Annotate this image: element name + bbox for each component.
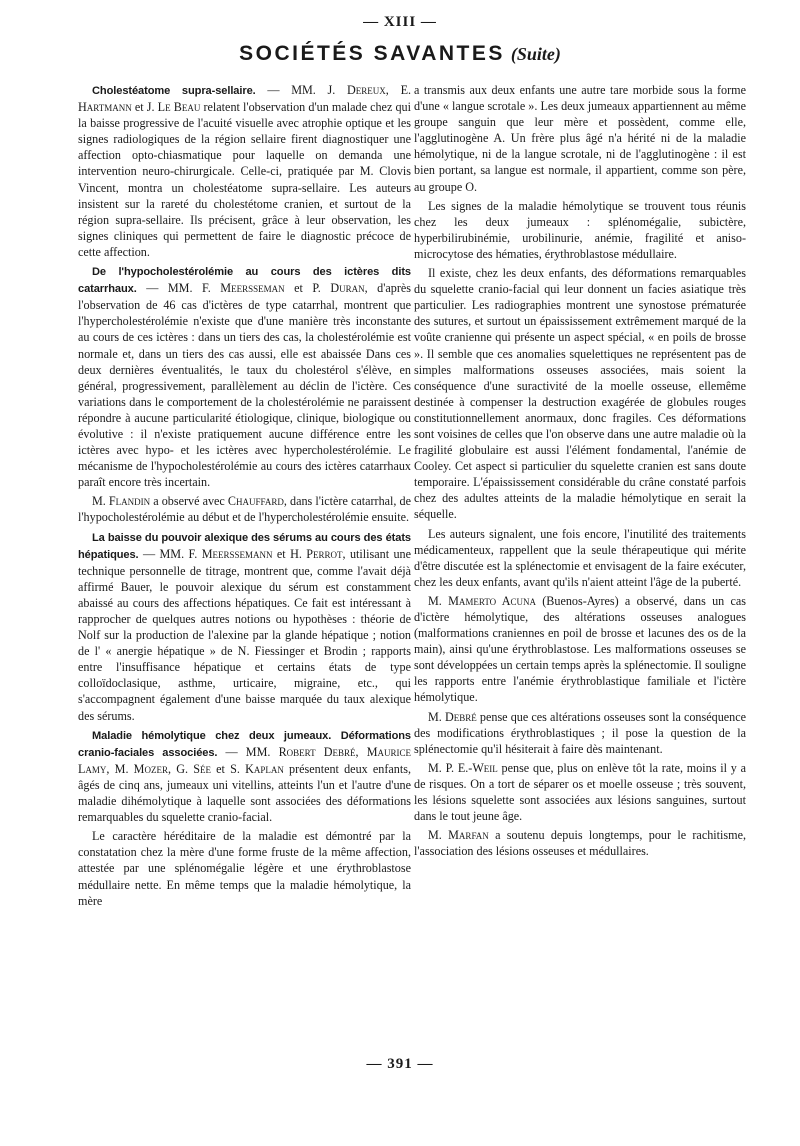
author-name: F. Meerssemann: [188, 546, 273, 561]
body-text: — MM.: [136, 281, 202, 296]
body-text: et: [284, 281, 313, 296]
body-text: M.: [428, 828, 449, 843]
body-text: a observé avec: [150, 494, 228, 509]
author-name: P. E.-Weil: [445, 760, 498, 775]
body-text: ,: [167, 761, 177, 776]
body-text: Le caractère héréditaire de la maladie est démontré par la constatation chez la mère d'une forme fruste de la même affection, attestée par une splénomégalie légère et une érythroblastose médullaire nette. En même temps que la maladie hémolytique, la mère: [78, 829, 411, 908]
body-text: Les signes de la maladie hémolytique se trouvent tous réunis chez les deux jumeaux : splénomégalie, subictère, hyperbilirubinémie, urobilinurie, anémie, fragilité et aniso-microcytose des hématies, érythroblastose médullaire.: [414, 198, 746, 261]
author-name: H. Perrot: [290, 546, 343, 561]
roman-folio: — XIII —: [363, 14, 437, 30]
section-title-main: SOCIÉTÉS SAVANTES: [239, 42, 505, 65]
author-name: S. Kaplan: [230, 761, 284, 776]
author-name: G. Sée: [176, 761, 211, 776]
paragraph-heading: De l'hypocholestérolémie au cours des ictères dits catarrhaux.: [78, 266, 411, 296]
author-name: Robert Debré: [278, 744, 356, 759]
body-text: M.: [428, 709, 445, 724]
author-name: J. Dereux: [327, 83, 386, 97]
paragraph: [414, 198, 746, 262]
body-text: , dans l'ictère catarrhal, de l'hypocholestérolémie au début et de l'hypercholestérolémie ensuite.: [78, 494, 411, 525]
author-name: M. Mozer: [114, 761, 168, 776]
paragraph-heading: La baisse du pouvoir alexique des sérums au cours des états hépatiques.: [78, 531, 411, 561]
author-name: Flandin: [108, 494, 151, 509]
body-text: pense que ces altérations osseuses sont la conséquence des modifications érythroblastiques ; il pose la question de la splénectomie qu'il hésiterait à faire dès maintenant.: [414, 709, 746, 756]
author-name: Mamerto Acuna: [448, 593, 537, 608]
paragraph: [414, 709, 746, 757]
paragraph: [78, 493, 411, 525]
paragraph: [414, 760, 746, 824]
body-text: présentent deux enfants, âgés de cinq ans, jumeaux uni vitellins, atteints l'un et l'autre d'une maladie dihémolytique à laquelle sont associées des déformations remarquables du squelette cranio-facial.: [78, 761, 411, 825]
paragraph: [78, 529, 411, 724]
body-text: et: [272, 546, 291, 561]
body-text: et: [131, 100, 147, 115]
paragraph: [414, 593, 746, 706]
section-title-suffix: (Suite): [510, 44, 561, 64]
body-text: ,: [355, 744, 367, 759]
author-name: Maurice Lamy: [78, 744, 411, 776]
paragraph: [78, 263, 411, 490]
body-text: a soutenu depuis longtemps, pour le rachitisme, l'association des lésions osseuses et médullaires.: [414, 828, 746, 859]
body-text: M.: [428, 593, 449, 608]
paragraph: [414, 526, 746, 590]
body-text: — MM.: [255, 83, 328, 97]
body-text: Il existe, chez les deux enfants, des déformations remarquables du squelette cranio-facial qui leur donnent un facies asiatique très particulier. Les radiographies montrent une synostose prématurée des sutures, et surtout un épaississement extrêmement marqué de la voûte cranienne qui présente un aspect spécial, « en poils de brosse ». Il semble que ces anomalies squelettiques ne représentent pas de simples malformations osseuses associées, mais soient la conséquence d'une suractivité de la moelle osseuse, ellemême destinée à compenser la destruction exagérée de globules rouges constitutionnellement anormaux, donc fragiles. Ces déformations sont voisines de celles que l'on observe dans une autre maladie où la fragilité globulaire est aussi l'élément fondamental, l'anémie de Cooley. Cet aspect si particulier du squelette cranien est sans doute temporaire. L'épaississement considérable du crâne constaté parfois chez des adultes atteints de la maladie hémolytique en serait la séquelle.: [414, 266, 746, 522]
paragraph: [78, 828, 411, 908]
body-text: , utilisant une technique personnelle de titrage, montrent que, comme l'avait déjà affirmé Bauer, le pouvoir alexique du sérum est constamment abaissé au cours des affections hépatiques. Ce fait est intéressant à rapprocher de quelques autres notions ou hypothèses : théorie de Nolf sur la production de l'alexine par la glande hépatique ; notion de l' « anergie hépatique » de N. Fiessinger et Brodin ; rapports entre l'insuffisance hépatique et certains états de type colloïdoclasique, asthme, urticaire, migraine, etc., qui s'accompagnent également d'une baisse marquée du taux alexique des sérums.: [78, 546, 412, 723]
page-number: — 391 —: [366, 1056, 434, 1072]
body-text: , d'après l'observation de 46 cas d'ictères de type catarrhal, montrent que l'hypercholestérolémie n'existe que d'une manière très inconstante au cours de ces ictères : dans un tiers des cas, la cholestérolémie est normale et, dans un tiers des cas aussi, elle est abaissée Dans ces deux dernières éventualités, le taux du cholestérol s'élève, en général, progressivement, parallèlement au déclin de l'ictère. Ces variations dans le comportement de la cholestérolémie ne paraissent répondre à aucune particularité étiologique, clinique, biologique ou évolutive : il n'existe pratiquement aucune différence entre les ictères avec hypo- et les ictères avec hypercholestérolémie. Le mécanisme de l'hypocholestérolémie au cours des ictères catarrhaux paraît encore très incertain.: [78, 281, 411, 490]
author-name: Chauffard: [227, 494, 284, 509]
paragraph-heading: Maladie hémolytique chez deux jumeaux. Déformations cranio-faciales associées.: [78, 729, 411, 759]
body-text: (Buenos-Ayres) a observé, dans un cas d'ictère hémolytique, des altérations osseuses analogues (malformations craniennes en poil de brosse et lacunes des os de la main), ainsi qu'une érythroblastose. Les malformations osseuses se sont développées un certain temps après la splénectomie. Il souligne les rapports entre l'anémie érythroblastique familiale et l'ictère hémolytique.: [414, 593, 746, 705]
author-name: P. Duran: [312, 281, 365, 296]
body-text: M.: [92, 494, 109, 509]
author-name: E. Hartmann: [78, 83, 412, 115]
body-text: — MM.: [217, 744, 279, 759]
right-column: [414, 82, 746, 862]
body-text: ,: [106, 761, 115, 776]
author-name: Marfan: [448, 828, 489, 843]
body-text: relatent l'observation d'un malade chez qui la baisse progressive de l'acuité visuelle avec atrophie optique et les signes radiologiques de la région sellaire firent diagnostiquer une affection opto-chiasmatique pour laquelle on demanda une intervention neuro-chirurgicale. Celle-ci, pratiquée par M. Clovis Vincent, montra un cholestéatome supra-sellaire. Les auteurs insistent sur la rareté du cholestétome cranien, et surtout de la région supra-sellaire. Ils précisent, grâce à leur observation, les signes cliniques qui permettent de faire le diagnostic précoce de cette affection.: [78, 100, 411, 259]
paragraph: [414, 827, 746, 859]
body-text: a transmis aux deux enfants une autre tare morbide sous la forme d'une « langue scrotale ». Les deux jumeaux appartiennent au même groupe sanguin que leur mère et possèdent, comme elle, l'agglutinogène A. Un frère plus âgé n'a hérité ni de la maladie hémolytique, ni de la langue scrotale, ni de l'agglutinogène : il est bien portant, sa langue est normale, il appartient, comme son père, au groupe O.: [414, 83, 746, 194]
paragraph: [414, 265, 746, 523]
body-text: M.: [428, 760, 446, 775]
paragraph-heading: Cholestéatome supra-sellaire.: [92, 85, 256, 97]
author-name: J. Le Beau: [146, 100, 201, 115]
body-text: et: [210, 761, 231, 776]
body-text: pense que, plus on enlève tôt la rate, moins il y a de risques. On a tort de séparer os et moelle osseuse ; très souvent, les lésions squelette sont associées aux lésions sanguines, surtout dans le tout jeune âge.: [414, 760, 747, 824]
paragraph: [78, 727, 411, 826]
author-name: Debré: [444, 709, 477, 724]
body-text: — MM.: [138, 546, 189, 561]
author-name: F. Meersseman: [201, 281, 285, 296]
section-title: [0, 42, 800, 66]
left-column: [78, 82, 411, 912]
body-text: Les auteurs signalent, une fois encore, l'inutilité des traitements médicamenteux, rappellent que la seule thérapeutique qui mérite d'être discutée est la splénectomie et envisagent de la faire exécuter, chez les deux enfants, avant qu'ils n'aient atteint l'âge de la puberté.: [414, 526, 746, 589]
paragraph: [78, 82, 411, 260]
paragraph: [414, 82, 746, 195]
body-text: ,: [385, 83, 401, 97]
